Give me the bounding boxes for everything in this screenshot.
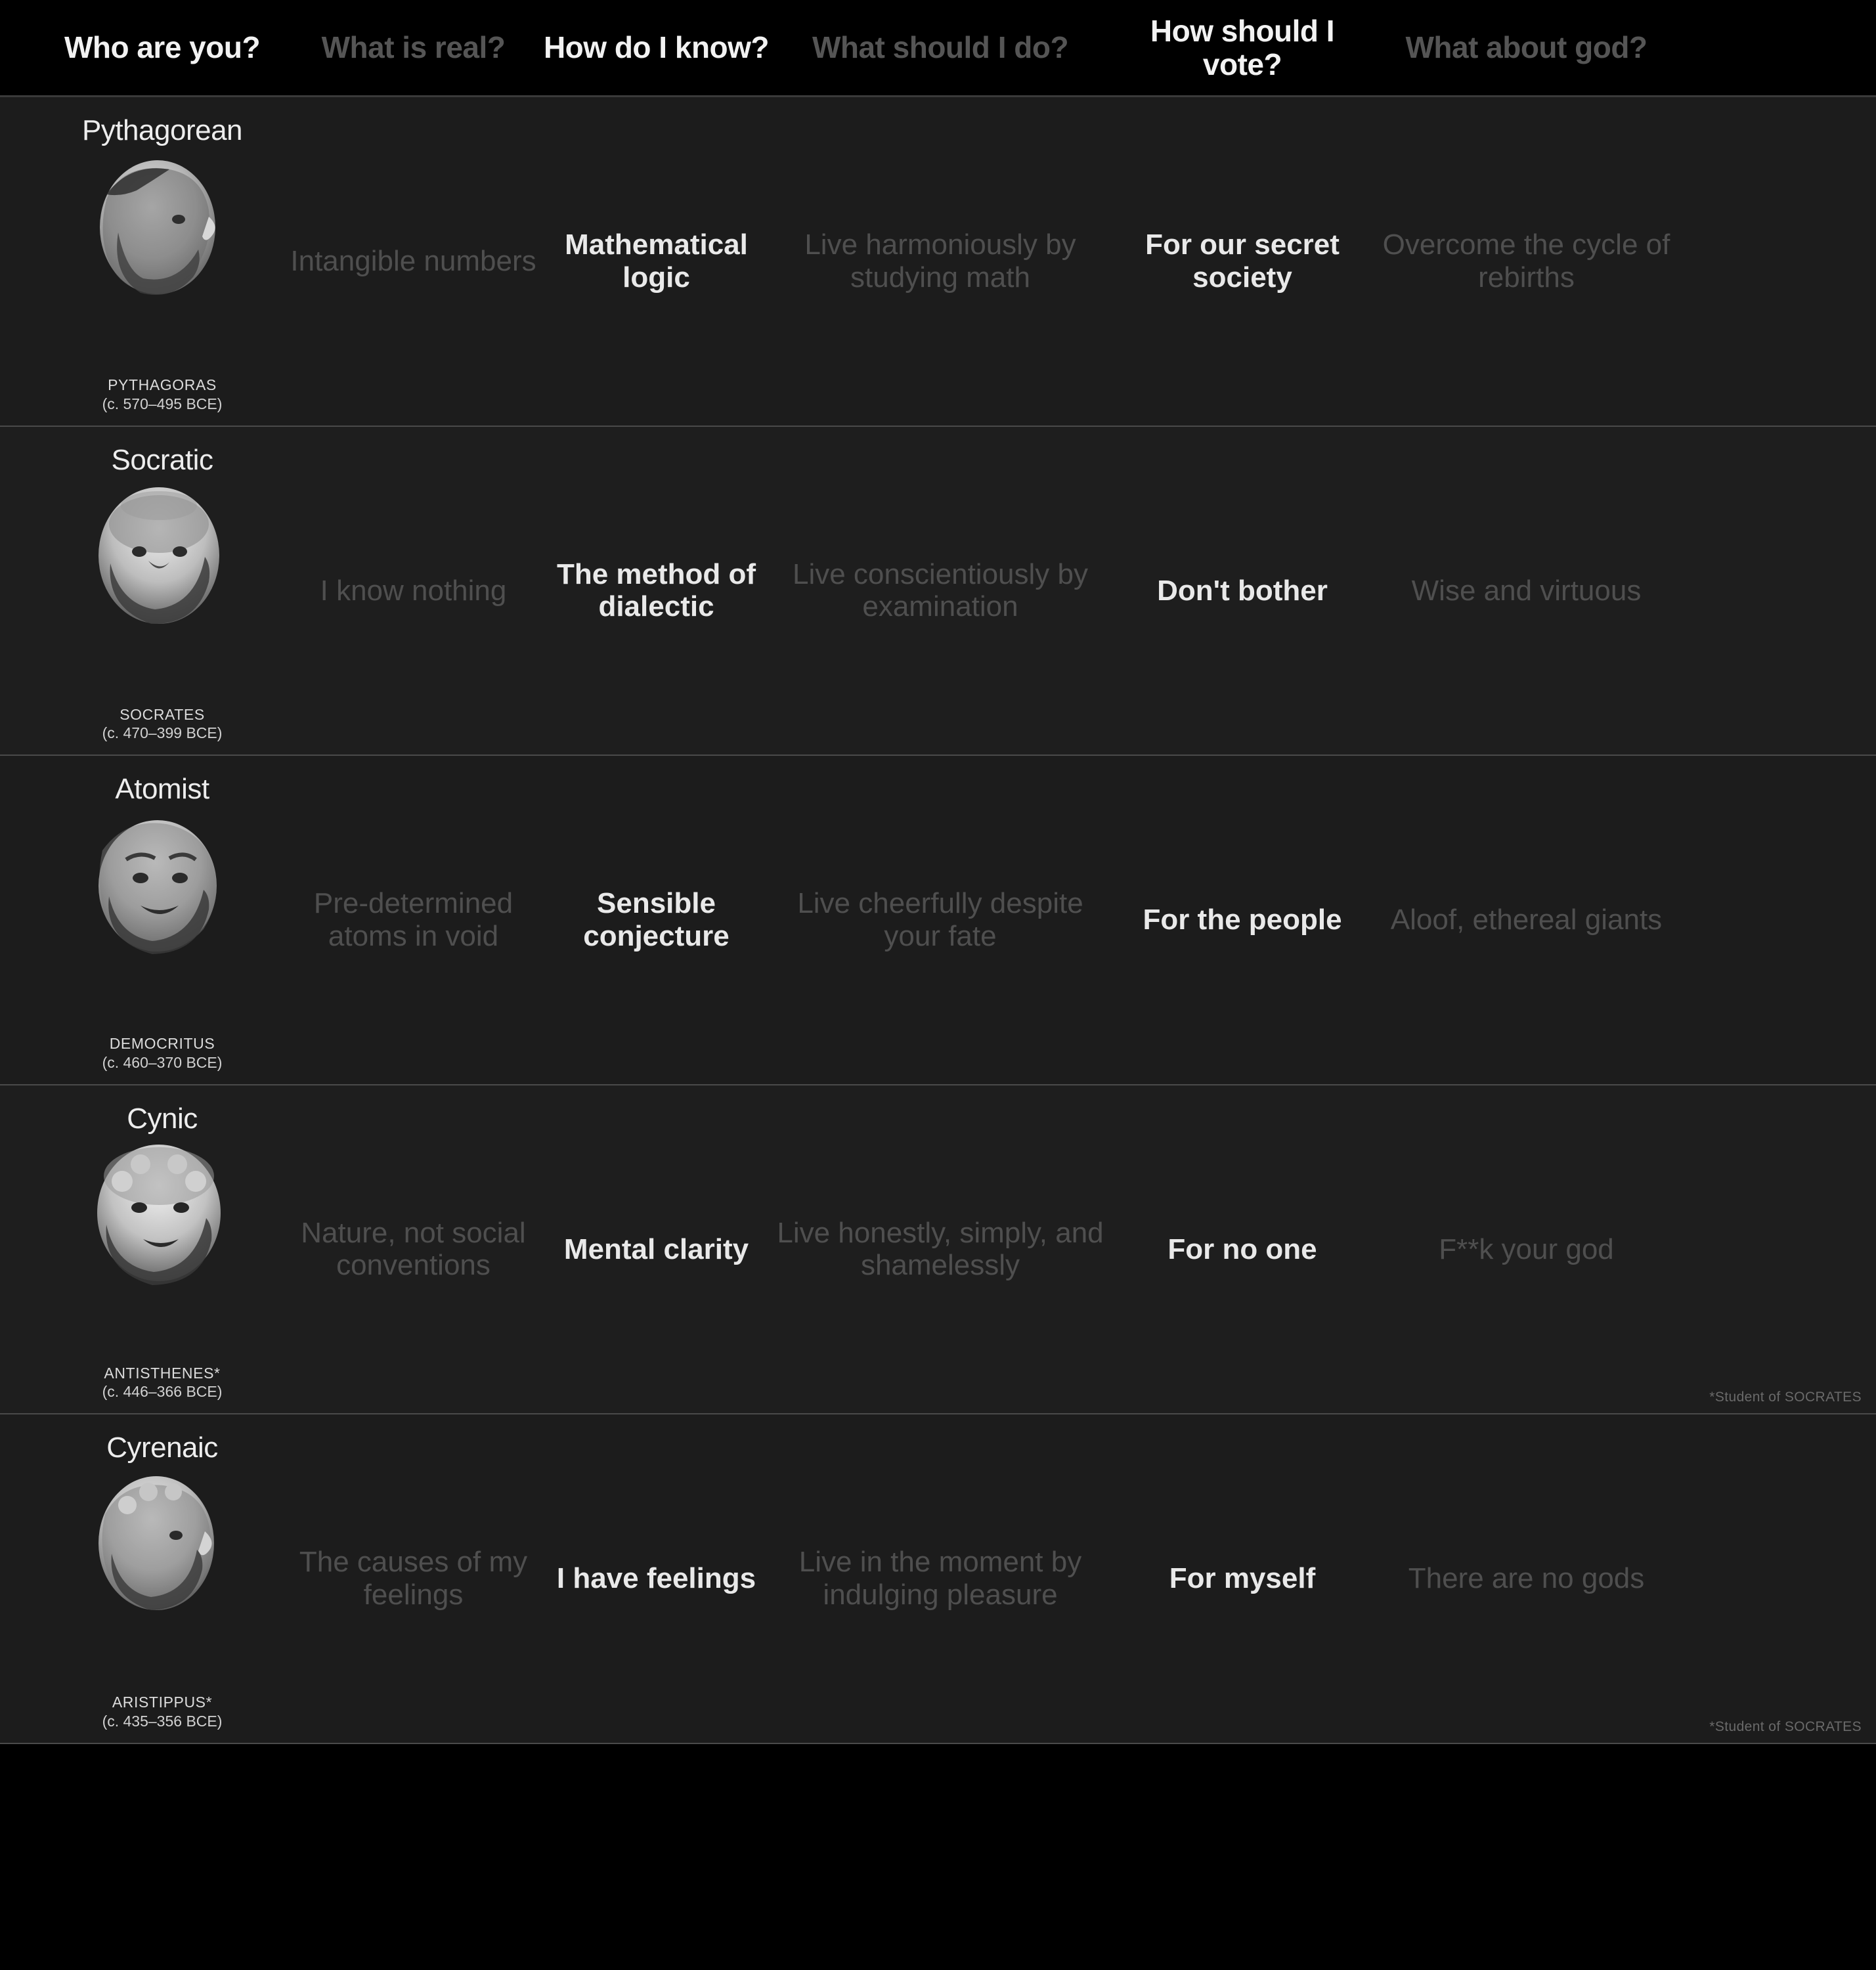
school-cell bbox=[41, 1414, 284, 1743]
answer-how-do-i-know: Mental clarity bbox=[563, 1233, 749, 1265]
answer-what-is-real: Nature, not social conventions bbox=[301, 1216, 526, 1282]
school-name: Atomist bbox=[115, 773, 209, 805]
answer-what-should-i-do: Live conscientiously by examination bbox=[792, 558, 1088, 623]
row-spacer bbox=[0, 97, 41, 426]
header-what-is-real: What is real? bbox=[321, 30, 506, 65]
answer-what-about-god: F**k your god bbox=[1439, 1233, 1614, 1265]
school-name: Cynic bbox=[127, 1102, 198, 1135]
row-spacer bbox=[0, 427, 41, 755]
school-name: Pythagorean bbox=[81, 114, 243, 146]
table-row bbox=[0, 427, 1876, 756]
answer-how-do-i-know: I have feelings bbox=[556, 1562, 756, 1595]
school-cell bbox=[41, 427, 284, 755]
row-spacer bbox=[0, 756, 41, 1084]
answer-what-should-i-do: Live honestly, simply, and shamelessly bbox=[777, 1216, 1104, 1282]
header-what-about-god: What about god? bbox=[1405, 30, 1647, 65]
answer-how-do-i-know: Mathematical logic bbox=[565, 229, 748, 294]
row-spacer bbox=[0, 1085, 41, 1414]
answer-what-is-real: I know nothing bbox=[320, 574, 507, 607]
person-dates: (c. 470–399 BCE) bbox=[102, 724, 223, 742]
person-dates: (c. 570–495 BCE) bbox=[102, 395, 223, 412]
table-row bbox=[0, 97, 1876, 427]
person-name: DEMOCRITUS bbox=[109, 1035, 215, 1052]
school-name: Socratic bbox=[111, 443, 213, 476]
row-tail-spacer bbox=[1679, 1414, 1876, 1743]
person-dates: (c. 460–370 BCE) bbox=[102, 1053, 223, 1071]
person-name: SOCRATES bbox=[120, 705, 205, 723]
table-row bbox=[0, 756, 1876, 1085]
school-cell bbox=[41, 97, 284, 426]
row-tail-spacer bbox=[1679, 427, 1876, 755]
person-dates: (c. 435–356 BCE) bbox=[102, 1712, 223, 1730]
answer-how-should-i-vote: Don't bother bbox=[1157, 574, 1328, 607]
socrates-bust-portrait bbox=[80, 483, 244, 700]
democritus-bust-portrait bbox=[80, 812, 244, 1029]
question-header-bar bbox=[0, 0, 1876, 97]
header-how-do-i-know: How do I know? bbox=[543, 30, 770, 65]
header-what-should-i-do: What should I do? bbox=[812, 30, 1069, 65]
answer-what-about-god: Wise and virtuous bbox=[1411, 574, 1642, 607]
row-spacer bbox=[0, 1414, 41, 1743]
answer-how-should-i-vote: For no one bbox=[1167, 1233, 1317, 1265]
answer-how-should-i-vote: For myself bbox=[1169, 1562, 1316, 1595]
row-tail-spacer bbox=[1679, 1085, 1876, 1414]
answer-what-is-real: Intangible numbers bbox=[290, 245, 536, 278]
antisthenes-bust-portrait bbox=[80, 1142, 244, 1359]
person-name: ARISTIPPUS* bbox=[112, 1694, 213, 1711]
answer-how-do-i-know: The method of dialectic bbox=[556, 558, 756, 623]
school-name: Cyrenaic bbox=[106, 1432, 218, 1464]
answer-what-should-i-do: Live cheerfully despite your fate bbox=[797, 887, 1083, 952]
answer-how-should-i-vote: For the people bbox=[1143, 904, 1342, 936]
person-name: ANTISTHENES* bbox=[104, 1364, 221, 1382]
header-how-should-i-vote: How should I vote? bbox=[1150, 13, 1335, 81]
row-tail-spacer bbox=[1679, 97, 1876, 426]
answer-what-about-god: Overcome the cycle of rebirths bbox=[1382, 229, 1670, 294]
school-cell bbox=[41, 1085, 284, 1414]
row-footnote: *Student of SOCRATES bbox=[1709, 1390, 1862, 1405]
answer-what-about-god: Aloof, ethereal giants bbox=[1390, 904, 1663, 936]
aristippus-bust-portrait bbox=[80, 1471, 244, 1688]
school-cell bbox=[41, 756, 284, 1084]
row-tail-spacer bbox=[1679, 756, 1876, 1084]
answer-how-do-i-know: Sensible conjecture bbox=[583, 887, 730, 952]
row-footnote: *Student of SOCRATES bbox=[1709, 1718, 1862, 1734]
answer-what-is-real: Pre-determined atoms in void bbox=[313, 887, 513, 952]
answer-how-should-i-vote: For our secret society bbox=[1145, 229, 1340, 294]
pythagoras-bust-portrait bbox=[80, 154, 244, 370]
table-row bbox=[0, 1085, 1876, 1415]
header-who-are-you: Who are you? bbox=[64, 30, 261, 65]
answer-what-should-i-do: Live in the moment by indulging pleasure bbox=[798, 1546, 1082, 1611]
person-name: PYTHAGORAS bbox=[108, 376, 217, 393]
table-row bbox=[0, 1414, 1876, 1744]
answer-what-is-real: The causes of my feelings bbox=[299, 1546, 528, 1611]
person-dates: (c. 446–366 BCE) bbox=[102, 1383, 223, 1401]
answer-what-about-god: There are no gods bbox=[1408, 1562, 1645, 1595]
answer-what-should-i-do: Live harmoniously by studying math bbox=[804, 229, 1076, 294]
